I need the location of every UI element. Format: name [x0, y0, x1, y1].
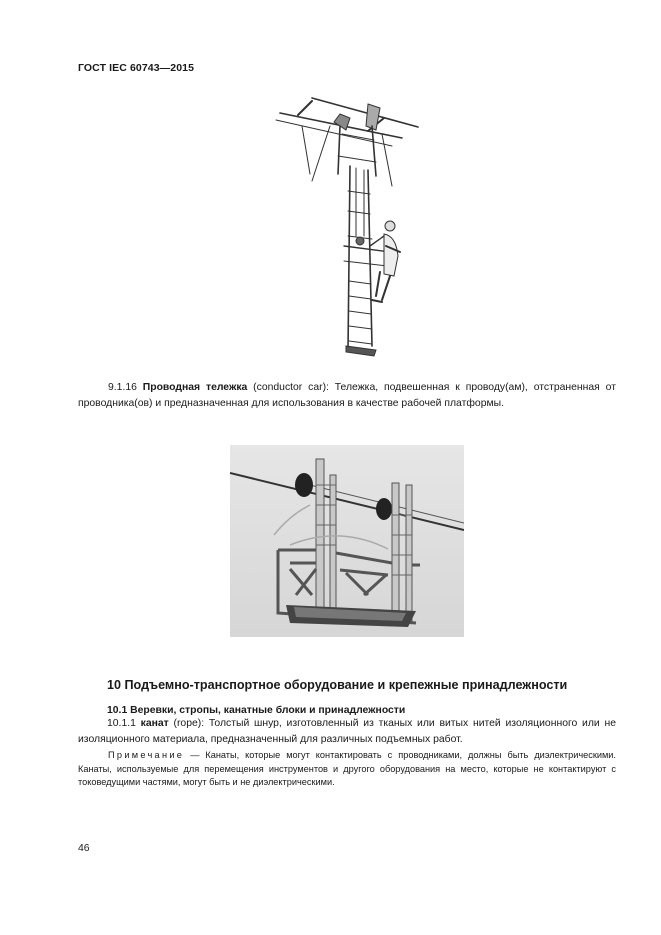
term-10-1-1-definition: Толстый шнур, изготовленный из тканых или витых нитей изоляционного или не изоляционного материала, предназначенный для различных подъемных работ.: [78, 718, 616, 745]
note-paragraph: [78, 749, 616, 790]
term-9-1-16-english: (conductor car):: [253, 382, 329, 393]
note-label: Примечание: [108, 750, 185, 760]
term-10-1-1-term: канат: [140, 718, 169, 729]
conductor-car-drawing-icon: [272, 96, 422, 364]
term-9-1-16-number: 9.1.16: [108, 382, 137, 393]
section-10-heading: 10 Подъемно-транспортное оборудование и крепежные принадлежности: [107, 678, 568, 692]
term-9-1-16-paragraph: [78, 380, 616, 411]
subsection-10-1-heading: 10.1 Веревки, стропы, канатные блоки и принадлежности: [107, 705, 406, 716]
conductor-car-photo-icon: [230, 445, 464, 637]
term-9-1-16-term: Проводная тележка: [142, 382, 248, 393]
term-9-1-16-definition: Тележка, подвешенная к проводу(ам), отстраненная от проводника(ов) и предназначенная для использования в качестве рабочей платформы.: [78, 382, 616, 409]
document-header: ГОСТ IEC 60743—2015: [78, 62, 195, 74]
page-number: 46: [78, 843, 90, 854]
term-10-1-1-number: 10.1.1: [107, 718, 136, 729]
term-10-1-1-english: (rope):: [173, 718, 205, 729]
term-10-1-1-paragraph: [78, 716, 616, 747]
note-text: — Канаты, которые могут контактировать с проводниками, должны быть диэлектрическими. Канаты, используемые для перемещения инструментов и другого оборудования на место, которые не контактируют с токоведущими частями, могут быть и не диэлектрическими.: [78, 750, 616, 787]
